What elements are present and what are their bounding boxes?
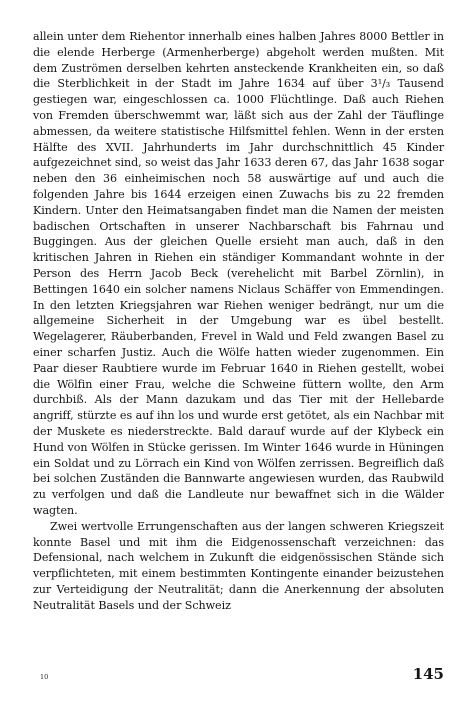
- signature-mark: 10: [40, 673, 49, 681]
- paragraph-1: allein unter dem Riehentor innerhalb eines halben Jahres 8000 Bettler in die elende Herberge (Armenherberge) abgeholt werden mußten. Mit dem Zuströmen derselben kehrten ansteckende Krankheiten ein, so daß die Sterblichkeit in der Stadt im Jahre 1634 auf über 3¹/₃ Tausend gestiegen war, eingeschlossen ca. 1000 Flüchtlinge. Daß auch Riehen von Fremden überschwemmt war, läßt sich aus der Zahl der Täuflinge abmessen, da weitere statistische Hilfsmittel fehlen. Wenn in der ersten Hälfte des XVII. Jahrhunderts im Jahr durchschnittlich 45 Kinder aufgezeichnet sind, so weist das Jahr 1633 deren 67, das Jahr 1638 sogar neben den 36 einheimischen noch 58 auswärtige auf und auch die folgenden Jahre bis 1644 erzeigen einen Zuwachs bis zu 22 fremden Kindern. Unter den Heimatsangaben findet man die Namen der meisten badischen Ortschaften in unserer Nachbarschaft bis Fahrnau und Buggingen. Aus der gleichen Quelle ersieht man auch, daß in den kritischen Jahren in Riehen ein ständiger Kommandant wohnte in der Person des Herrn Jacob Beck (verehelicht mit Barbel Zörnlin), in Bettingen 1640 ein solcher namens Niclaus Schäffer von Emmendingen. In den letzten Kriegsjahren war Riehen weniger bedrängt, nur um die allgemeine Sicherheit in der Umgebung war es übel bestellt. Wegelagerer, Räuberbanden, Frevel in Wald und Feld zwangen Basel zu einer scharfen Justiz. Auch die Wölfe hatten wieder zugenommen. Ein Paar dieser Raubtiere wurde im Februar 1640 in Riehen gestellt, wobei die Wölfin einer Frau, welche die Schweine füttern wollte, den Arm durchbiß. Als der Mann dazukam und das Tier mit der Hellebarde angriff, stürzte es auf ihn los und wurde erst getötet, als ein Nachbar mit der Muskete es niederstreckte. Bald darauf wurde auf der Klybeck ein Hund von Wölfen in Stücke gerissen. Im Winter 1646 wurde in Hüningen ein Soldat und zu Lörrach ein Kind von Wölfen zerrissen. Begreiflich daß bei solchen Zuständen die Bannwarte angewiesen wurden, das Raubwild zu verfolgen und daß die Landleute nur bewaffnet sich in die Wälder wagten.: [33, 30, 444, 517]
- page-number: 145: [412, 665, 444, 683]
- body-text: [33, 29, 444, 613]
- paragraph-2: Zwei wertvolle Errungenschaften aus der langen schweren Kriegszeit konnte Basel und mit ihm die Eidgenossenschaft verzeichnen: das Defensional, nach welchem in Zukunft die eidgenössischen Stände sich verpflichteten, mit einem bestimmten Kontingente einander beizustehen zur Verteidigung der Neutralität; dann die Anerkennung der absoluten Neutralität Basels und der Schweiz: [33, 519, 444, 612]
